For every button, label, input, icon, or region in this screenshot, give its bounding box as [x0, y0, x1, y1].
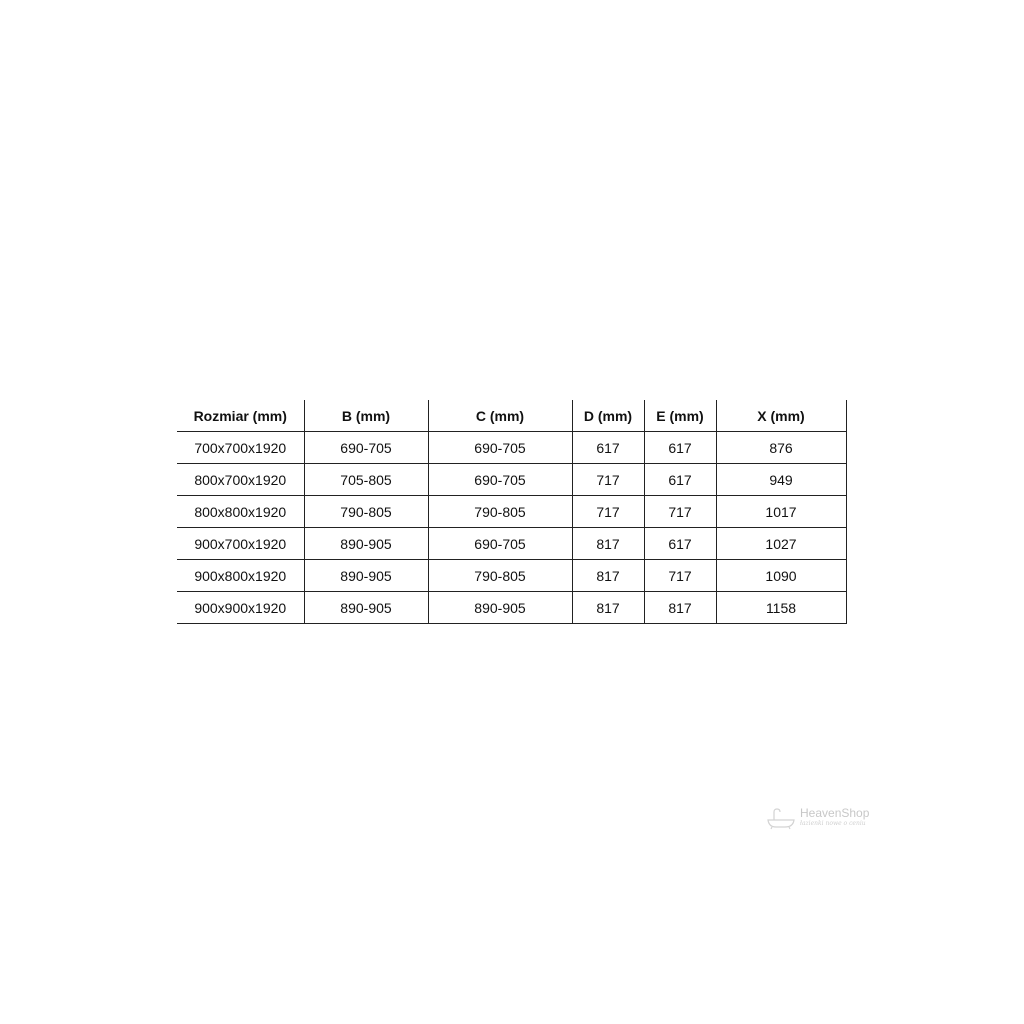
table-cell: 800x700x1920 [177, 464, 304, 496]
heavenshop-watermark [766, 806, 886, 832]
column-header-x: X (mm) [716, 400, 846, 432]
table-cell: 705-805 [304, 464, 428, 496]
table-cell: 690-705 [428, 528, 572, 560]
table-cell: 690-705 [428, 464, 572, 496]
table-cell: 900x700x1920 [177, 528, 304, 560]
table-cell: 817 [572, 560, 644, 592]
table-row [177, 560, 846, 592]
table-cell: 617 [572, 432, 644, 464]
dimensions-table-container [177, 400, 846, 624]
table-cell: 890-905 [428, 592, 572, 624]
watermark-brand-name: HeavenShop [800, 806, 870, 820]
table-cell: 717 [644, 496, 716, 528]
table-cell: 617 [644, 528, 716, 560]
table-cell: 890-905 [304, 528, 428, 560]
table-cell: 817 [572, 592, 644, 624]
column-header-c: C (mm) [428, 400, 572, 432]
table-cell: 617 [644, 464, 716, 496]
table-cell: 717 [644, 560, 716, 592]
table-cell: 890-905 [304, 560, 428, 592]
bathtub-icon [766, 808, 798, 830]
dimensions-table [177, 400, 847, 624]
table-cell: 817 [644, 592, 716, 624]
table-cell: 690-705 [304, 432, 428, 464]
table-header-row [177, 400, 846, 432]
column-header-e: E (mm) [644, 400, 716, 432]
table-cell: 717 [572, 496, 644, 528]
table-row [177, 432, 846, 464]
table-cell: 1158 [716, 592, 846, 624]
table-row [177, 464, 846, 496]
table-cell: 1017 [716, 496, 846, 528]
table-row [177, 528, 846, 560]
table-cell: 700x700x1920 [177, 432, 304, 464]
column-header-d: D (mm) [572, 400, 644, 432]
table-cell: 800x800x1920 [177, 496, 304, 528]
table-cell: 876 [716, 432, 846, 464]
table-cell: 790-805 [304, 496, 428, 528]
table-cell: 890-905 [304, 592, 428, 624]
table-cell: 617 [644, 432, 716, 464]
table-cell: 790-805 [428, 496, 572, 528]
table-cell: 717 [572, 464, 644, 496]
column-header-size: Rozmiar (mm) [177, 400, 304, 432]
column-header-b: B (mm) [304, 400, 428, 432]
watermark-tagline: łazienki nowe o ceniu [800, 820, 866, 827]
table-row [177, 496, 846, 528]
table-cell: 900x900x1920 [177, 592, 304, 624]
table-cell: 900x800x1920 [177, 560, 304, 592]
table-cell: 1090 [716, 560, 846, 592]
table-cell: 949 [716, 464, 846, 496]
table-cell: 1027 [716, 528, 846, 560]
table-row [177, 592, 846, 624]
table-cell: 817 [572, 528, 644, 560]
table-cell: 790-805 [428, 560, 572, 592]
table-cell: 690-705 [428, 432, 572, 464]
